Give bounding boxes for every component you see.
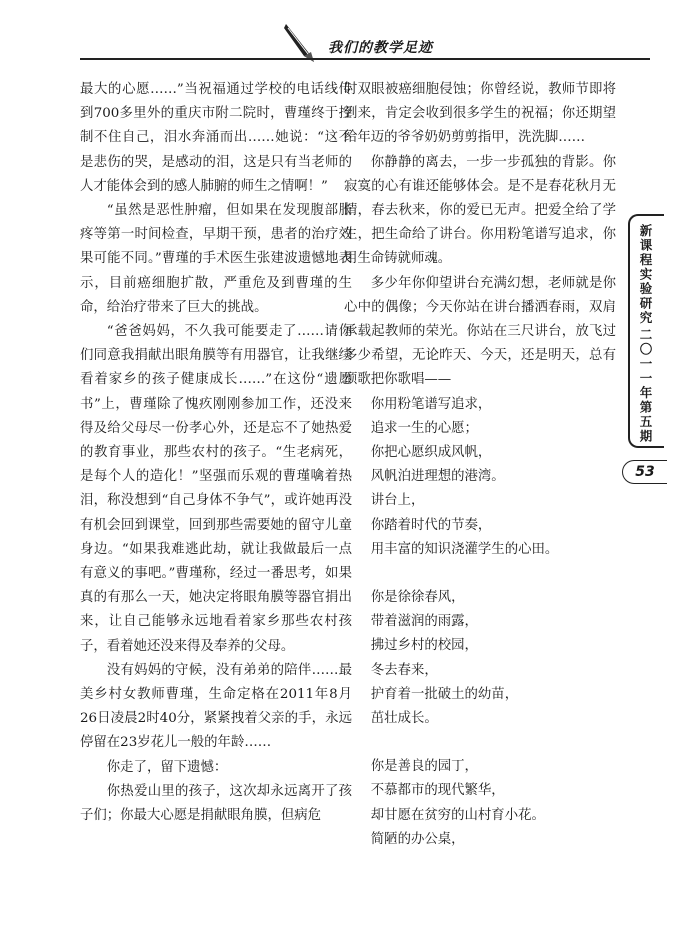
verse-line: 追求一生的心愿； <box>370 420 478 436</box>
header-rule <box>80 58 650 60</box>
verse-line: 你是善良的园丁， <box>370 759 478 775</box>
paragraph: “爸爸妈妈，不久我可能要走了……请你们同意我捐献出眼角膜等有用器官，让我继续看着家乡的孩子健康成长……”在这份“遗愿书”上，曹瑾除了愧疚刚刚参加工作，还没来得及给父母尽一份孝心外，还是忘不了她热爱的教育事业，那些农村的孩子。“生老病死，是每个人的造化！”坚强而乐观的曹瑾噙着热泪，称没想到“自己身体不争气”，或许她再没有机会回到课堂，回到那些需要她的留守儿童身边。“如果我难逃此劫，就让我做最后一点有意义的事吧。”曹瑾称，经过一番思考，如果真的有那么一天，她决定将眼角膜等器官捐出来，让自己能够永远地看着家乡那些农村孩子，看着她还没来得及奉养的父母。 <box>80 324 352 654</box>
verse-line: 简陋的办公桌， <box>370 831 465 847</box>
stanza-gap <box>344 731 616 755</box>
paragraph: 没有妈妈的守候，没有弟弟的陪伴……最美乡村女教师曹瑾，生命定格在2011年8月26日凌晨2时40分，紧紧拽着父亲的手，永远停留在23岁花儿一般的年龄…… <box>80 662 352 751</box>
page-number: 53 <box>622 460 667 484</box>
paragraph: 你静静的离去，一步一步孤独的背影。你寂寞的心有谁还能够体会。是不是春花秋月无情，春去秋来，你的爱已无声。把爱全给了学生，把生命给了讲台。你用粉笔谱写追求，你用生命铸就师魂。 <box>344 154 616 267</box>
verse-stanza-1 <box>344 393 616 562</box>
verse-line: 用丰富的知识浇灌学生的心田。 <box>370 541 559 557</box>
paragraph: “虽然是恶性肿瘤，但如果在发现腹部胀疼等第一时间检查，早期干预，患者的治疗效果可能不同。”曹瑾的手术医生张建波遗憾地表示，目前癌细胞扩散，严重危及到曹瑾的生命，给治疗带来了巨大的挑战。 <box>80 203 352 315</box>
verse-line: 护育着一批破土的幼苗， <box>370 686 519 702</box>
verse-line: 拂过乡村的校园， <box>370 638 478 654</box>
right-column <box>344 78 616 852</box>
verse-line: 风帆泊进理想的港湾。 <box>370 469 505 485</box>
verse-line: 带着滋润的雨露， <box>370 614 478 630</box>
running-header-title: 我们的教学足迹 <box>322 37 439 57</box>
left-column <box>80 78 352 828</box>
paragraph: 你走了，留下遗憾： <box>106 759 228 775</box>
verse-stanza-2 <box>344 586 616 731</box>
right-paragraphs <box>344 78 616 393</box>
paragraph: 多少年你仰望讲台充满幻想，老师就是你心中的偶像；今天你站在讲台播洒春雨，双肩承载起教师的荣光。你站在三尺讲台，放飞过多少希望，无论昨天、今天，还是明天，总有颂歌把你歌唱—— <box>344 275 616 388</box>
verse-line: 你把心愿织成风帆， <box>370 445 492 461</box>
paragraph: 你热爱山里的孩子，这次却永远离开了孩子们；你最大心愿是捐献眼角膜，但病危 <box>80 783 352 824</box>
verse-line: 不慕都市的现代繁华， <box>370 783 505 799</box>
verse-line: 却甘愿在贫穷的山村育小花。 <box>370 807 545 823</box>
stanza-gap <box>344 562 616 586</box>
journal-name: 新课程实验研究 <box>638 224 653 326</box>
verse-line: 冬去春来， <box>370 662 438 678</box>
paragraph: 时双眼被癌细胞侵蚀；你曾经说，教师节即将到来，肯定会收到很多学生的祝福；你还期望给年迈的爷爷奶奶剪剪指甲，洗洗脚…… <box>344 82 616 146</box>
verse-line: 讲台上， <box>370 493 425 509</box>
verse-line: 茁壮成长。 <box>370 711 438 727</box>
journal-issue: 二〇一一年第五期 <box>638 328 653 444</box>
verse-line: 你用粉笔谱写追求， <box>370 396 492 412</box>
verse-line: 你是徐徐春风， <box>370 590 465 606</box>
paragraph: 最大的心愿……”当祝福通过学校的电话线传到700多里外的重庆市附二院时，曹瑾终于控制不住自己，泪水奔涌而出……她说：“这不是悲伤的哭，是感动的泪，这是只有当老师的人才能体会到的感人肺腑的师生之情啊！” <box>80 82 352 194</box>
verse-line: 你踏着时代的节奏， <box>370 517 492 533</box>
verse-stanza-3 <box>344 755 616 852</box>
